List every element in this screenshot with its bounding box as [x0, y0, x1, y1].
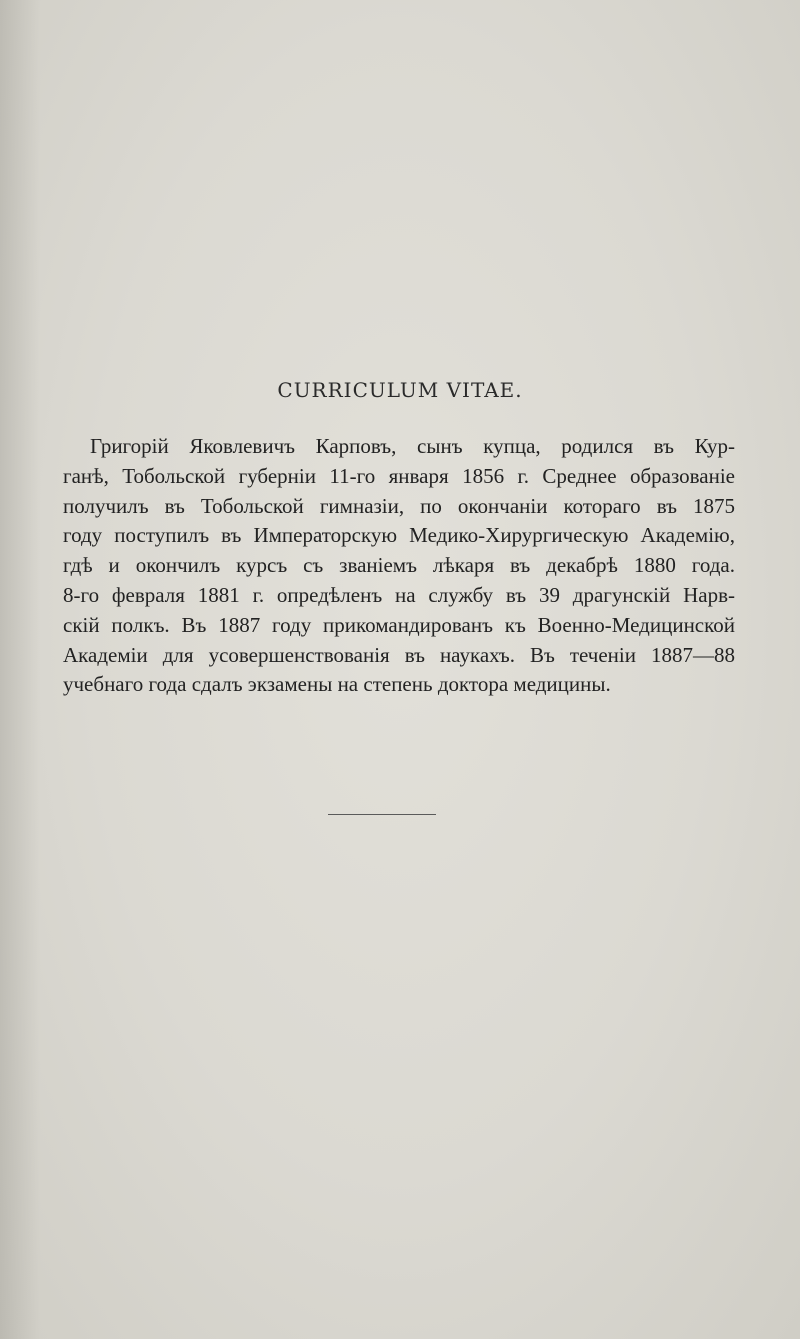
text-line: скій полкъ. Въ 1887 году прикомандированъ къ Военно-Медицинской	[63, 612, 735, 637]
text-line: Григорій Яковлевичъ Карповъ, сынъ купца, родился въ Кур-	[90, 434, 735, 458]
biography-paragraph	[63, 432, 735, 700]
text-line: году поступилъ въ Императорскую Медико-Хирургическую Академію,	[63, 523, 735, 548]
text-line: Академіи для усовершенствованія въ наукахъ. Въ теченіи 1887—88	[63, 642, 735, 667]
closing-rule	[328, 814, 436, 815]
text-line: учебнаго года сдалъ экзамены на степень доктора медицины.	[63, 672, 611, 697]
document-heading: CURRICULUM VITAE.	[277, 378, 523, 402]
text-line: гдѣ и окончилъ курсъ съ званіемъ лѣкаря въ декабрѣ 1880 года.	[63, 553, 735, 578]
page-edge-shadow	[0, 0, 40, 1339]
text-line: 8-го февраля 1881 г. опредѣленъ на службу въ 39 драгунскій Нарв-	[63, 582, 735, 607]
text-line: ганѣ, Тобольской губерніи 11-го января 1856 г. Среднее образованіе	[63, 463, 735, 488]
text-line: получилъ въ Тобольской гимназіи, по окончаніи котораго въ 1875	[63, 493, 735, 518]
